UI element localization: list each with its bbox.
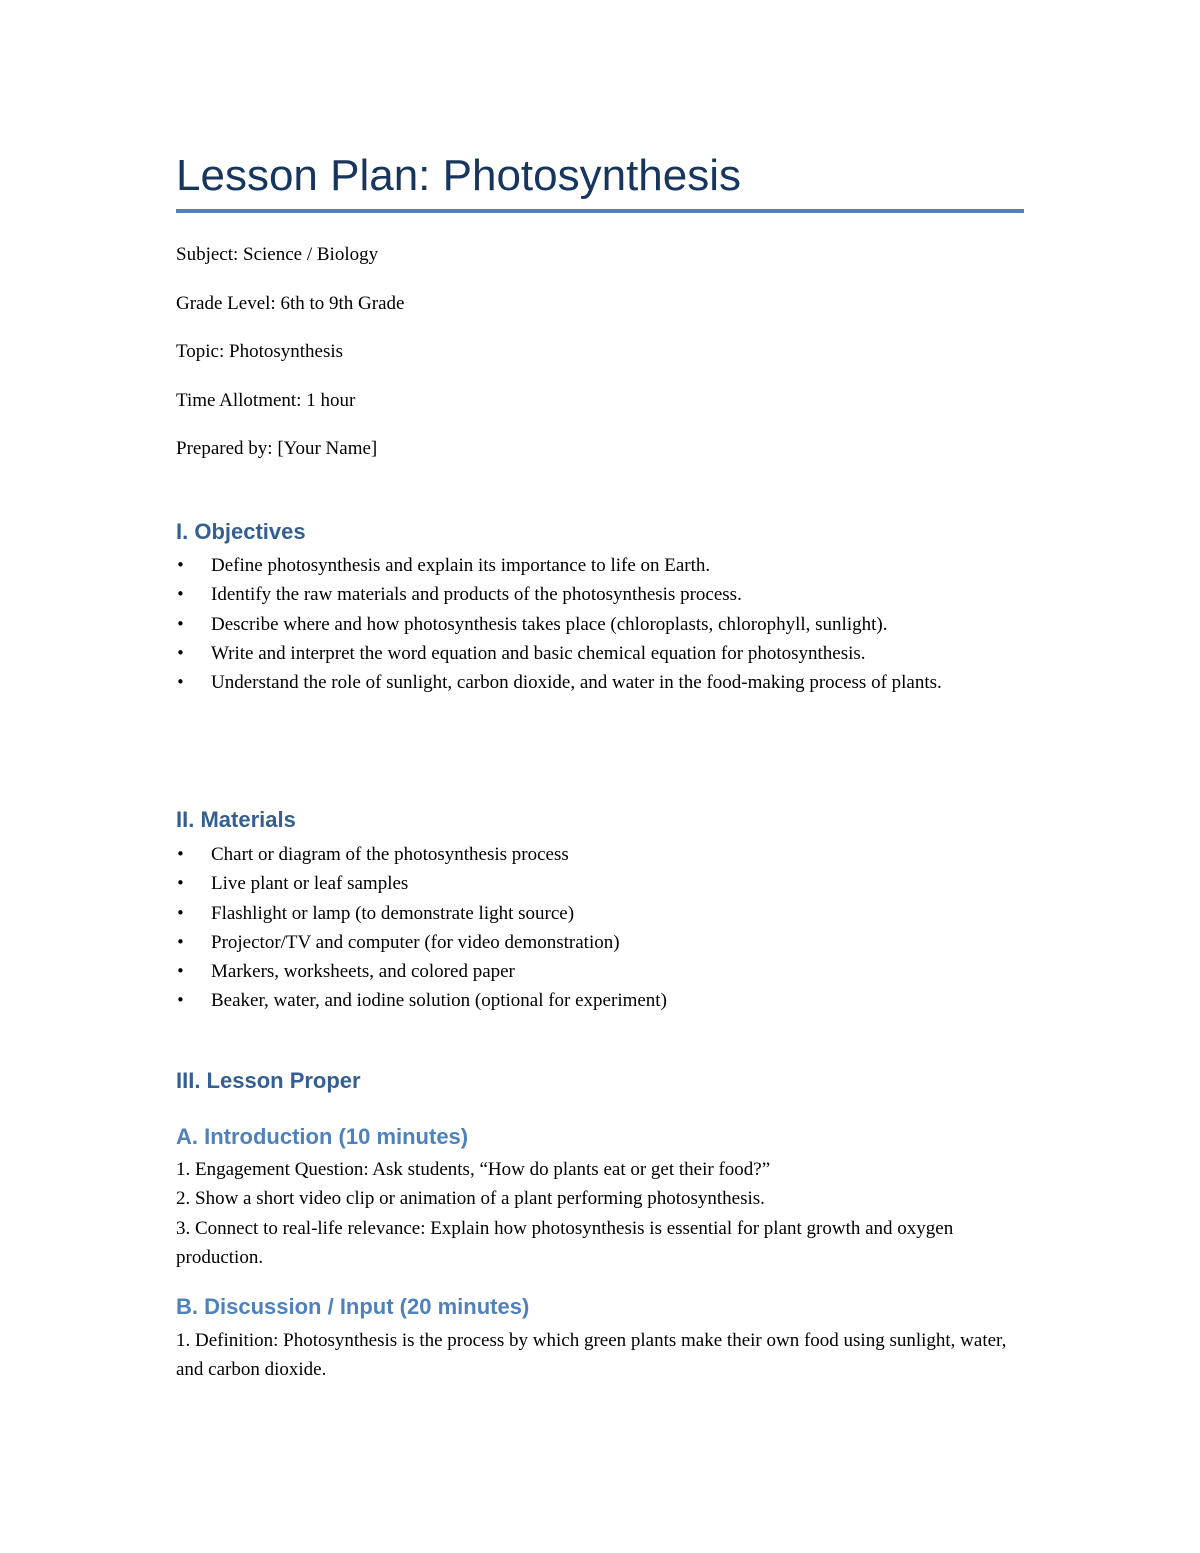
objective-text: Understand the role of sunlight, carbon dioxide, and water in the food-making process of plants.	[211, 672, 942, 694]
subject-label: Subject:	[176, 244, 239, 265]
list-item	[176, 928, 1016, 957]
list-item	[176, 986, 1016, 1015]
bullet-icon: •	[176, 874, 185, 893]
lesson-info-list	[176, 240, 404, 483]
material-text: Live plant or leaf samples	[211, 873, 409, 895]
bullet-icon: •	[176, 673, 185, 692]
bullet-icon: •	[176, 932, 185, 951]
list-item	[176, 580, 1016, 609]
grade-level-value: 6th to 9th Grade	[280, 292, 405, 314]
materials-list	[176, 840, 1016, 1016]
document-title: Lesson Plan: Photosynthesis	[176, 151, 742, 200]
list-item: 3. Connect to real-life relevance: Explain how photosynthesis is essential for plant growth and oxygen production.	[176, 1217, 954, 1268]
objective-text: Define photosynthesis and explain its importance to life on Earth.	[211, 555, 711, 576]
introduction-steps	[176, 1155, 1016, 1272]
bullet-icon: •	[176, 962, 185, 981]
topic-line	[176, 337, 404, 367]
objective-text: Describe where and how photosynthesis takes place (chloroplasts, chlorophyll, sunlight).	[211, 613, 888, 635]
list-item	[176, 957, 1016, 986]
objectives-list	[176, 551, 1016, 697]
discussion-steps	[176, 1326, 1016, 1385]
time-allotment-value: 1 hour	[306, 389, 356, 411]
bullet-icon: •	[176, 991, 185, 1010]
title-underline	[176, 209, 1024, 213]
list-item	[176, 551, 1016, 580]
subject-value: Science / Biology	[243, 244, 379, 265]
topic-label: Topic:	[176, 341, 225, 362]
bullet-icon: •	[176, 845, 185, 863]
list-item	[176, 899, 1016, 928]
list-item: 1. Definition: Photosynthesis is the process by which green plants make their own food using sunlight, water, and carbon dioxide.	[176, 1330, 1007, 1381]
time-allotment-label: Time Allotment:	[176, 389, 302, 411]
time-allotment-line	[176, 386, 404, 416]
discussion-heading: B. Discussion / Input (20 minutes)	[176, 1294, 530, 1319]
grade-level-label: Grade Level:	[176, 292, 276, 314]
subject-line	[176, 240, 404, 270]
objectives-heading: I. Objectives	[176, 519, 306, 544]
objective-text: Identify the raw materials and products of the photosynthesis process.	[211, 584, 742, 606]
lesson-proper-heading: III. Lesson Proper	[176, 1068, 361, 1093]
bullet-icon: •	[176, 643, 185, 662]
material-text: Flashlight or lamp (to demonstrate light source)	[211, 902, 575, 924]
bullet-icon: •	[176, 903, 185, 922]
bullet-icon: •	[176, 585, 185, 604]
prepared-by-value: [Your Name]	[277, 438, 378, 459]
list-item: 2. Show a short video clip or animation of a plant performing photosynthesis.	[176, 1188, 765, 1210]
list-item	[176, 869, 1016, 898]
grade-level-line	[176, 289, 404, 319]
bullet-icon: •	[176, 556, 185, 574]
material-text: Markers, worksheets, and colored paper	[211, 961, 515, 983]
list-item	[176, 668, 1016, 697]
list-item	[176, 610, 1016, 639]
topic-value: Photosynthesis	[229, 341, 344, 362]
prepared-by-label: Prepared by:	[176, 438, 273, 459]
list-item: 1. Engagement Question: Ask students, “How do plants eat or get their food?”	[176, 1159, 771, 1180]
material-text: Projector/TV and computer (for video demonstration)	[211, 931, 620, 953]
list-item	[176, 639, 1016, 668]
objective-text: Write and interpret the word equation and basic chemical equation for photosynthesis.	[211, 642, 866, 664]
prepared-by-line	[176, 434, 404, 464]
introduction-heading: A. Introduction (10 minutes)	[176, 1124, 469, 1149]
bullet-icon: •	[176, 614, 185, 633]
material-text: Chart or diagram of the photosynthesis process	[211, 844, 569, 865]
material-text: Beaker, water, and iodine solution (optional for experiment)	[211, 990, 667, 1012]
materials-heading: II. Materials	[176, 807, 296, 832]
list-item	[176, 840, 1016, 869]
